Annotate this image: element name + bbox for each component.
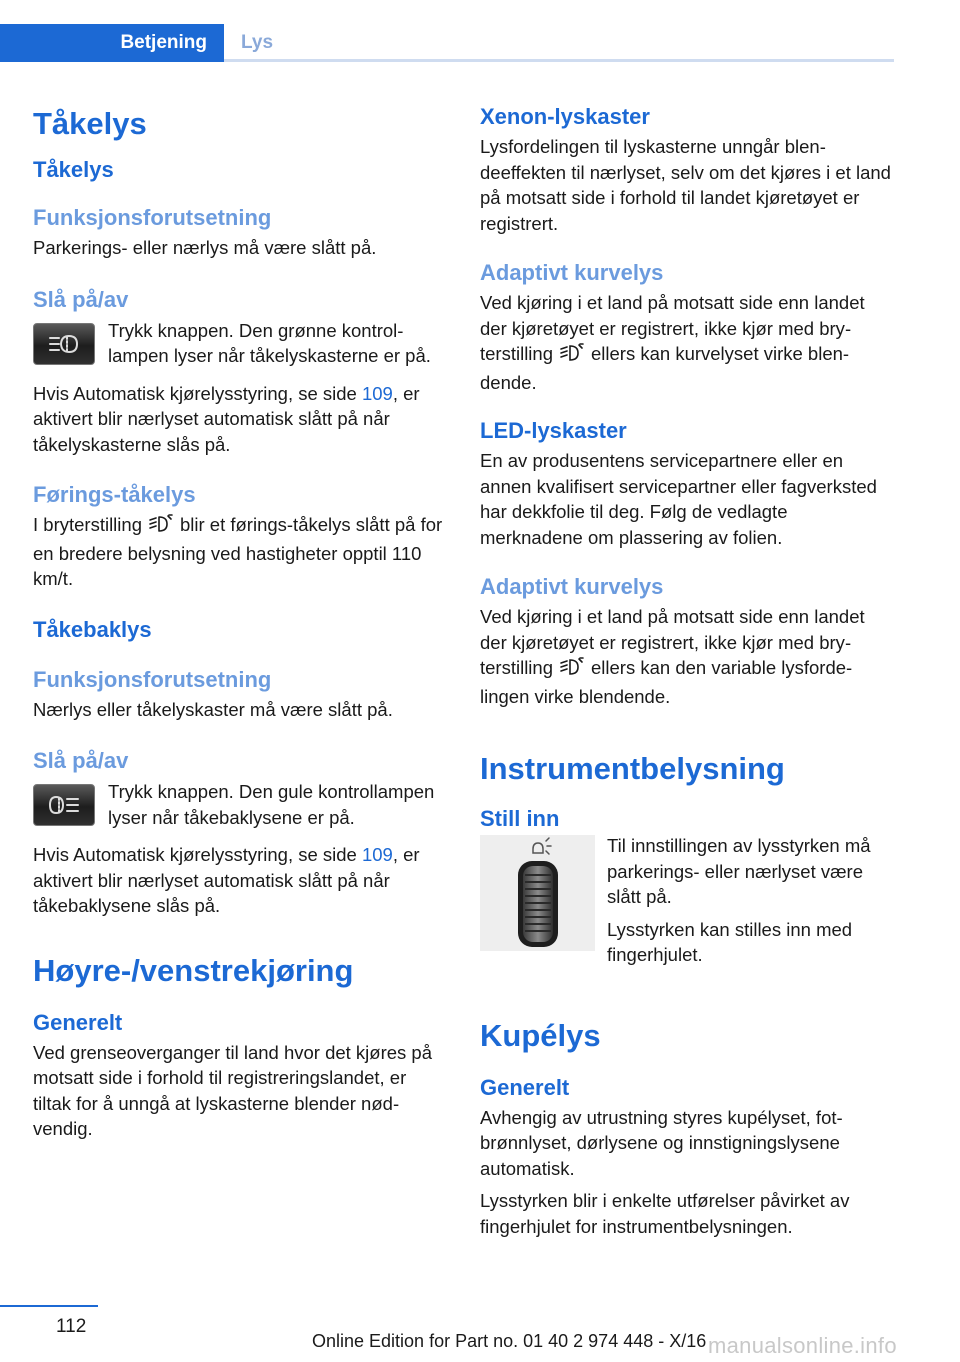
switch-position-icon xyxy=(559,343,585,370)
text-generelt-1: Ved grenseoverganger til land hvor det kjøres på motsatt side i forhold til registreringslandet, er tiltak for å unngå at lyskasterne blender nødvendig. xyxy=(33,1041,433,1139)
still-inn-text xyxy=(607,833,895,968)
subheading-takelys: Tåkelys xyxy=(33,157,114,182)
subheading-generelt-1: Generelt xyxy=(33,1009,123,1035)
rear-fog-instruction xyxy=(33,779,448,830)
subheading-still-inn: Still inn xyxy=(480,806,560,831)
footer-rule xyxy=(0,1305,98,1307)
switch-position-icon xyxy=(148,514,174,541)
page-link-109-b[interactable]: 109 xyxy=(361,844,393,865)
subheading-funksjonsforutsetning-2: Funksjonsforutsetning xyxy=(33,666,272,692)
heading-hoyre-venstrekjoring: Høyre-/venstrekjøring xyxy=(33,952,354,988)
thumbwheel-icon xyxy=(480,835,595,951)
text-auto-lys-1-a: Hvis Automatisk kjørelysstyring, se side xyxy=(33,382,362,404)
header-section-betjening: Betjening xyxy=(120,32,207,53)
heading-instrumentbelysning: Instrumentbelysning xyxy=(480,751,785,786)
page-link-109[interactable]: 109 xyxy=(361,382,393,404)
header-rule xyxy=(224,59,894,62)
thumbwheel-image xyxy=(480,835,595,951)
text-still-inn-2: Lysstyrken kan stilles inn med fingerhjulet. xyxy=(607,918,853,965)
text-sla-pa-av-1: Trykk knappen. Den grønne kontrollampen lyser når tåkelyskasterne er på. xyxy=(108,319,431,366)
header-section-lys: Lys xyxy=(241,32,274,53)
subheading-led-lyskaster: LED-lyskaster xyxy=(480,418,627,443)
text-sla-pa-av-2: Trykk knappen. Den gule kontrollampen lyser når tåkebaklysene er på. xyxy=(108,781,435,828)
heading-kupelys: Kupélys xyxy=(480,1017,601,1053)
text-still-inn-1: Til innstillingen av lysstyrken må parkerings- eller nærlyset være slått på. xyxy=(607,835,871,907)
text-forings-a: I bryterstilling xyxy=(33,514,142,535)
watermark: manualsonline.info xyxy=(708,1333,897,1358)
page-header xyxy=(0,0,960,64)
fog-light-instruction xyxy=(33,318,448,369)
subheading-funksjonsforutsetning-1: Funksjonsforutsetning xyxy=(33,205,272,230)
text-led-lyskaster: En av produsentens servicepartnere eller en annen kvalifisert servicepartner eller fagverksted har dekkfolie til deg. Følg de vedlagte merknadene om plassering av folien. xyxy=(480,450,877,548)
text-auto-lys-2-a: Hvis Automatisk kjørelysstyring, se side xyxy=(33,844,362,865)
subheading-forings-takelys: Førings-tåkelys xyxy=(33,482,196,507)
text-auto-lys-2 xyxy=(33,842,448,919)
text-funksjonsforutsetning-1: Parkerings- eller nærlys må være slått på. xyxy=(33,237,377,258)
text-auto-lys-2-b: , er aktivert blir nærlyset automatisk slått på når tåkebaklysene slås på. xyxy=(33,844,420,916)
rear-fog-light-button-image xyxy=(33,784,95,826)
text-xenon-lyskaster: Lysfordelingen til lyskasterne unngår blendeeffekten til nærlyset, selv om det kjøres i et land på motsatt side i forhold til landet kjøretøyet er registrert. xyxy=(480,136,891,234)
subheading-adaptivt-kurvelys-2: Adaptivt kurvelys xyxy=(480,574,664,599)
text-adaptivt-kurvelys-1 xyxy=(480,290,895,395)
switch-position-icon xyxy=(559,657,585,684)
front-fog-light-icon xyxy=(47,333,81,355)
subheading-adaptivt-kurvelys-1: Adaptivt kurvelys xyxy=(480,260,664,285)
subheading-generelt-2: Generelt xyxy=(480,1074,570,1100)
right-column xyxy=(480,100,895,1239)
subheading-sla-pa-av-1: Slå på/av xyxy=(33,286,129,312)
still-inn-block xyxy=(480,833,895,968)
heading-takelys: Tåkelys xyxy=(33,106,147,141)
text-adapt2-b: ellers kan den variable lysfordelingen virke blendende. xyxy=(480,657,853,707)
page-number: 112 xyxy=(56,1316,87,1337)
text-generelt-2a: Avhengig av utrustning styres kupélyset, fotbrønnlyset, dørlysene og innstigningslysene automatisk. xyxy=(480,1106,843,1179)
subheading-takebaklys: Tåkebaklys xyxy=(33,616,152,642)
text-adapt2-a: Ved kjøring i et land på motsatt side enn landet der kjøretøyet er registrert, ikke kjør med bryterstilling xyxy=(480,606,865,678)
front-fog-light-button-image xyxy=(33,323,95,365)
edition-text: Online Edition for Part no. 01 40 2 974 448 - X/16 xyxy=(312,1331,707,1351)
text-adapt1-a: Ved kjøring i et land på motsatt side enn landet der kjøretøyet er registrert, ikke kjør med bryterstilling xyxy=(480,292,865,364)
rear-fog-light-icon xyxy=(47,794,81,816)
text-auto-lys-1 xyxy=(33,381,448,458)
text-forings-b: blir et førings-tåkelys slått på for en bredere belysning ved hastigheter opptil 110 km/t. xyxy=(33,514,443,589)
text-auto-lys-1-b: , er aktivert blir nærlyset automatisk slått på når tåkelyskasterne slås på. xyxy=(33,382,420,455)
text-funksjonsforutsetning-2: Nærlys eller tåkelyskaster må være slått på. xyxy=(33,698,393,720)
text-adapt1-b: ellers kan kurvelyset virke blendende. xyxy=(480,343,850,393)
text-generelt-2b: Lysstyrken blir i enkelte utførelser påvirket av fingerhjulet for instrumentbelysningen. xyxy=(480,1190,850,1237)
left-column xyxy=(33,100,448,1142)
text-adaptivt-kurvelys-2 xyxy=(480,604,895,709)
subheading-sla-pa-av-2: Slå på/av xyxy=(33,748,129,773)
subheading-xenon-lyskaster: Xenon-lyskaster xyxy=(480,104,650,129)
text-forings-takelys xyxy=(33,512,448,592)
